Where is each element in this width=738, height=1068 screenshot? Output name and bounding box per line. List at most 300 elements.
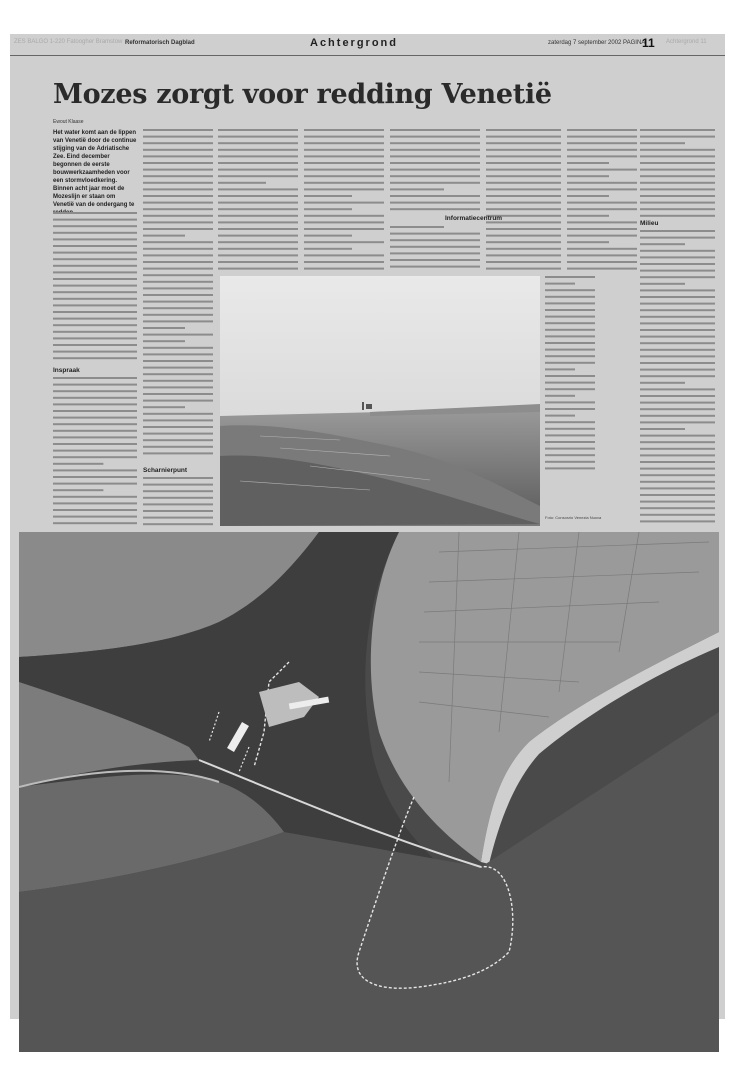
text-line [53,456,137,458]
text-line [486,136,561,138]
text-line [567,149,637,151]
text-line [567,228,637,230]
aerial-photo [19,532,719,1052]
text-line [545,316,595,318]
text-line [486,175,561,177]
text-line [53,258,137,260]
text-line [53,397,137,399]
text-line [486,142,561,144]
text-line [640,175,715,177]
text-line [304,254,384,256]
text-line [304,188,384,190]
text-line [53,410,137,412]
text-line [143,510,213,512]
text-line [143,268,213,270]
text-line [390,155,480,157]
text-line [53,403,137,405]
text-line [53,285,137,287]
text-line [53,238,137,240]
text-line [640,375,715,377]
text-line [390,182,480,184]
text-line [390,233,480,235]
text-line [53,252,137,254]
text-line [143,446,213,448]
text-line [304,268,384,270]
text-line [545,309,595,311]
text-line [53,357,137,359]
text-line [304,202,384,204]
text-line [143,261,213,263]
text-line [390,266,480,268]
photo-credit: Foto: Consorzio Venezia Nuova [545,515,602,520]
text-line [304,169,384,171]
text-line [218,208,298,210]
text-line [486,208,561,210]
text-line [567,248,637,250]
article-headline: Mozes zorgt voor redding Venetië [53,79,552,110]
text-line [304,136,384,138]
text-line [143,406,185,408]
text-line [640,162,715,164]
text-line [218,221,298,223]
text-line [640,316,715,318]
text-line [390,175,480,177]
text-line [53,476,137,478]
text-line [53,384,137,386]
text-line [567,208,637,210]
text-line [640,520,715,522]
text-line [143,307,213,309]
text-line [390,188,444,190]
text-line [143,353,213,355]
text-line [390,246,480,248]
text-line [143,155,213,157]
text-line [218,261,298,263]
subhead-milieu: Milieu [640,220,659,227]
text-line [640,369,715,371]
text-line [304,215,384,217]
text-line [53,509,137,511]
text-line [53,496,137,498]
text-line [640,395,715,397]
text-line [53,265,137,267]
text-line [390,259,480,261]
text-line [143,241,213,243]
text-line [640,289,715,291]
subhead-informatiecentrum-block [445,212,535,224]
text-line [640,136,715,138]
text-line [304,182,384,184]
text-line [545,362,595,364]
text-line [143,386,213,388]
text-line [567,175,609,177]
text-line [640,243,685,245]
text-line [218,195,298,197]
text-line [143,340,185,342]
text-line [53,304,137,306]
text-line [640,329,715,331]
text-line [567,162,609,164]
text-line [640,208,715,210]
text-line [143,254,213,256]
text-line [143,248,213,250]
issue-date: zaterdag 7 september 2002 PAGINA [548,40,646,46]
text-line [304,235,352,237]
text-line [143,195,213,197]
text-line [545,421,595,423]
text-line [53,516,137,518]
text-line [545,329,595,331]
text-line [143,433,213,435]
text-line [143,367,213,369]
text-line [486,149,561,151]
text-line [640,408,715,410]
text-line [143,413,213,415]
subhead-informatiecentrum: Informatiecentrum [445,215,503,222]
text-line [143,149,213,151]
text-line [143,439,213,441]
text-line [545,302,595,304]
text-line [545,276,595,278]
text-line [304,221,384,223]
text-line [640,461,715,463]
text-line [143,497,213,499]
text-line [486,248,561,250]
text-line [53,502,137,504]
text-line [304,142,384,144]
text-line [640,250,715,252]
text-line [640,494,715,496]
text-line [640,336,715,338]
text-line [218,202,298,204]
text-line [143,490,213,492]
text-line [143,426,213,428]
text-line [640,382,685,384]
text-line [53,483,137,485]
text-line [640,487,715,489]
text-line [53,430,137,432]
text-line [53,417,137,419]
text-line [143,314,213,316]
text-line [567,261,637,263]
text-line [304,241,384,243]
text-line [567,169,637,171]
text-line [53,337,137,339]
text-line [143,380,213,382]
text-line [143,182,213,184]
text-line [390,142,480,144]
text-line [640,322,715,324]
text-line [390,149,480,151]
text-line [640,362,715,364]
text-line [304,248,352,250]
text-line [53,423,137,425]
text-line [53,271,137,273]
text-line [545,428,595,430]
text-line [53,291,137,293]
text-line [640,256,715,258]
text-line [545,401,595,403]
text-line [545,349,595,351]
text-line [567,142,637,144]
text-line [53,390,137,392]
text-line [143,281,213,283]
text-line [143,287,213,289]
text-line [640,342,715,344]
text-line [545,342,595,344]
text-line [143,320,213,322]
text-line [486,235,561,237]
text-line [143,215,213,217]
text-line [545,296,595,298]
text-line [53,318,137,320]
text-line [143,517,213,519]
text-line [640,270,715,272]
text-line [53,463,103,465]
section-title: Achtergrond [310,37,398,49]
text-line [143,373,213,375]
text-line [640,202,715,204]
text-line [143,327,185,329]
text-line [640,507,715,509]
text-line [53,377,137,379]
text-line [545,289,595,291]
text-line [143,419,213,421]
text-line [486,169,561,171]
text-line [545,441,595,443]
text-line [545,368,575,370]
text-line [640,283,685,285]
text-line [143,202,213,204]
text-line [640,169,715,171]
newspaper-page [10,34,725,1019]
text-line [53,212,137,214]
text-line [640,276,715,278]
text-line [640,415,715,417]
text-line [486,241,561,243]
text-line [390,162,480,164]
text-line [545,434,595,436]
text-line [640,474,715,476]
text-line [640,188,715,190]
text-line [143,400,213,402]
text-line [640,296,715,298]
text-line [640,182,715,184]
text-line [567,182,637,184]
text-line [545,448,595,450]
text-line [143,477,213,479]
text-line [640,237,715,239]
text-line [640,402,715,404]
header-ghost-left: ZES BALGO 1-220 Fatoogher Bramstow [14,39,123,45]
text-line [567,202,637,204]
text-line [143,274,213,276]
text-line [53,324,137,326]
text-line [390,226,444,228]
text-line [390,169,480,171]
text-line [640,448,715,450]
text-line [640,468,715,470]
text-line [640,263,715,265]
text-line [640,309,715,311]
text-line [545,408,595,410]
text-line [143,169,213,171]
text-line [640,155,715,157]
text-line [545,283,575,285]
text-line [486,188,561,190]
text-line [304,195,352,197]
text-line [53,344,137,346]
text-line [545,467,595,469]
text-line [218,149,298,151]
text-line [390,252,480,254]
text-line [567,136,637,138]
text-line [545,388,595,390]
text-line [143,523,213,525]
text-line [640,441,715,443]
text-line [218,228,298,230]
text-line [53,219,137,221]
text-line [218,169,298,171]
text-line [304,149,384,151]
text-line [640,303,715,305]
paper-name: Reformatorisch Dagblad [125,40,195,46]
text-line [53,522,137,524]
text-line [218,155,298,157]
text-line [218,241,298,243]
text-line [567,254,637,256]
text-line [545,461,595,463]
text-line [218,268,298,270]
subhead-inspraak-block [53,364,137,376]
text-line [545,322,595,324]
text-line [486,202,561,204]
text-line [640,501,715,503]
text-line [640,142,685,144]
text-line [143,334,213,336]
text-line [640,428,685,430]
text-line [567,195,609,197]
header-ghost-right: Achtergrond 11 [666,39,707,45]
text-line [143,393,213,395]
lagoon-painting [220,276,540,526]
text-line [567,155,637,157]
text-line [640,454,715,456]
text-line [304,129,384,131]
text-line [567,129,637,131]
text-line [218,175,298,177]
text-line [567,215,609,217]
text-line [545,375,595,377]
text-line [640,421,715,423]
text-line [640,230,715,232]
text-line [486,228,561,230]
text-line [640,195,715,197]
text-line [640,349,715,351]
text-line [390,195,480,197]
text-line [53,225,137,227]
text-line [218,136,298,138]
text-line [567,235,637,237]
article-byline: Ewout Klaase [53,119,84,125]
text-line [143,208,213,210]
text-line [143,503,213,505]
text-line [304,155,384,157]
text-line [304,228,384,230]
text-line [218,248,298,250]
text-line [53,351,137,353]
text-line [640,149,715,151]
text-line [53,278,137,280]
text-line [545,415,575,417]
text-line [218,188,298,190]
text-line [486,155,561,157]
article-intro: Het water komt aan de lippen van Venetië door de continue stijging van de Adriatische Zee. Eind december begonnen de eerste bouwwerkzaamheden voor een stormvloedkering. Binnen acht jaar moet de Mozeslijn er staan om Venetië van de ondergang te [53,130,137,208]
text-line [304,261,384,263]
text-line [53,311,137,313]
text-line [640,215,715,217]
text-line [640,481,715,483]
text-line [218,129,298,131]
text-line [143,129,213,131]
text-line [143,235,185,237]
text-line [143,301,213,303]
text-line [53,331,137,333]
text-line [143,360,213,362]
text-line [143,175,213,177]
subhead-inspraak: Inspraak [53,367,80,374]
text-line [143,221,213,223]
text-line [545,382,595,384]
page-number: 11 [642,36,655,50]
text-line [640,435,715,437]
text-line [53,489,103,491]
text-line [304,208,352,210]
text-line [218,142,298,144]
text-line [486,268,561,270]
text-line [218,215,298,217]
text-line [218,182,266,184]
text-line [143,136,213,138]
text-line [640,388,715,390]
text-line [143,188,213,190]
text-line [218,162,298,164]
text-line [218,254,298,256]
text-line [390,239,480,241]
text-line [143,452,213,454]
text-line [486,195,561,197]
text-line [545,454,595,456]
text-line [545,335,595,337]
text-line [304,175,384,177]
text-line [143,347,213,349]
text-line [640,514,715,516]
text-line [567,221,637,223]
text-line [53,232,137,234]
text-line [486,182,561,184]
text-line [304,162,384,164]
text-line [640,129,715,131]
text-line [143,228,213,230]
text-line [567,268,637,270]
text-line [486,254,561,256]
text-line [545,395,575,397]
text-line [390,136,480,138]
text-line [143,162,213,164]
text-line [390,208,480,210]
text-line [143,484,213,486]
text-line [486,129,561,131]
